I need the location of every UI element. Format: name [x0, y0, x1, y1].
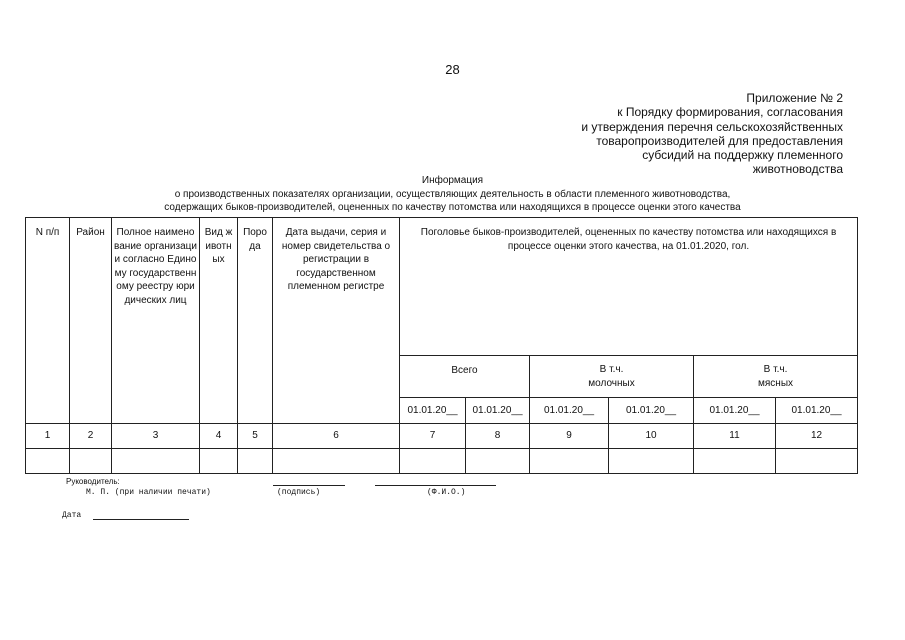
column-number: 2 [70, 424, 112, 449]
header-breed: Порода [238, 218, 273, 424]
header-date: 01.01.20__ [694, 398, 776, 424]
table-cell[interactable] [238, 449, 273, 474]
column-number: 4 [200, 424, 238, 449]
header-date: 01.01.20__ [530, 398, 609, 424]
column-number: 10 [609, 424, 694, 449]
table-cell[interactable] [776, 449, 858, 474]
header-date: 01.01.20__ [609, 398, 694, 424]
table-cell[interactable] [400, 449, 466, 474]
header-total: Всего [400, 356, 530, 398]
column-number: 8 [466, 424, 530, 449]
header-district: Район [70, 218, 112, 424]
column-number: 12 [776, 424, 858, 449]
fio-line [375, 485, 496, 486]
signature-line [273, 485, 345, 486]
data-row-empty [26, 449, 858, 474]
table-cell[interactable] [200, 449, 238, 474]
header-num: N п/п [26, 218, 70, 424]
header-dairy: В т.ч. молочных [530, 356, 694, 398]
column-number: 7 [400, 424, 466, 449]
column-number-row [26, 424, 858, 449]
appendix-line: и утверждения перечня сельскохозяйственных [581, 119, 843, 134]
table-cell[interactable] [26, 449, 70, 474]
header-full-name: Полное наименование организации согласно Единому государственному реестру юридических лиц [112, 218, 200, 424]
table-cell[interactable] [694, 449, 776, 474]
table-cell[interactable] [273, 449, 400, 474]
header-date: 01.01.20__ [466, 398, 530, 424]
appendix-line: к Порядку формирования, согласования [617, 105, 843, 120]
page-number: 28 [445, 62, 460, 77]
fio-label: (Ф.И.О.) [427, 488, 466, 497]
header-livestock: Поголовье быков-производителей, оцененных по качеству потомства или находящихся в процессе оценки этого качества, на 01.01.2020, гол. [400, 218, 858, 356]
column-number: 1 [26, 424, 70, 449]
column-number: 11 [694, 424, 776, 449]
title-line: о производственных показателях организации, осуществляющих деятельность в области племенного животноводства, [174, 188, 731, 200]
column-number: 5 [238, 424, 273, 449]
table-cell[interactable] [609, 449, 694, 474]
column-number: 3 [112, 424, 200, 449]
header-meat: В т.ч. мясных [694, 356, 858, 398]
title-heading: Информация [421, 175, 484, 186]
header-date: 01.01.20__ [400, 398, 466, 424]
date-label: Дата [62, 511, 82, 520]
table-cell[interactable] [530, 449, 609, 474]
header-certificate: Дата выдачи, серия и номер свидетельства о регистрации в государственном племенном регистре [273, 218, 400, 424]
title-line: содержащих быков-производителей, оцененных по качеству потомства или находящихся в процессе оценки этого качества [164, 202, 741, 213]
document-title [0, 174, 905, 215]
table-cell[interactable] [112, 449, 200, 474]
table-cell[interactable] [466, 449, 530, 474]
stamp-label: М. П. (при наличии печати) [86, 488, 211, 497]
appendix-line: животноводства [752, 162, 843, 177]
header-species: Вид животных [200, 218, 238, 424]
date-line [93, 519, 189, 520]
header-date: 01.01.20__ [776, 398, 858, 424]
report-table [25, 217, 858, 474]
appendix-line: товаропроизводителей для предоставления [596, 133, 843, 148]
table-cell[interactable] [70, 449, 112, 474]
appendix-header [513, 91, 843, 177]
head-label: Руководитель: [66, 477, 120, 486]
appendix-line: субсидий на поддержку племенного [642, 148, 843, 163]
column-number: 6 [273, 424, 400, 449]
signature-label: (подпись) [277, 488, 321, 497]
appendix-line: Приложение № 2 [746, 91, 843, 105]
column-number: 9 [530, 424, 609, 449]
